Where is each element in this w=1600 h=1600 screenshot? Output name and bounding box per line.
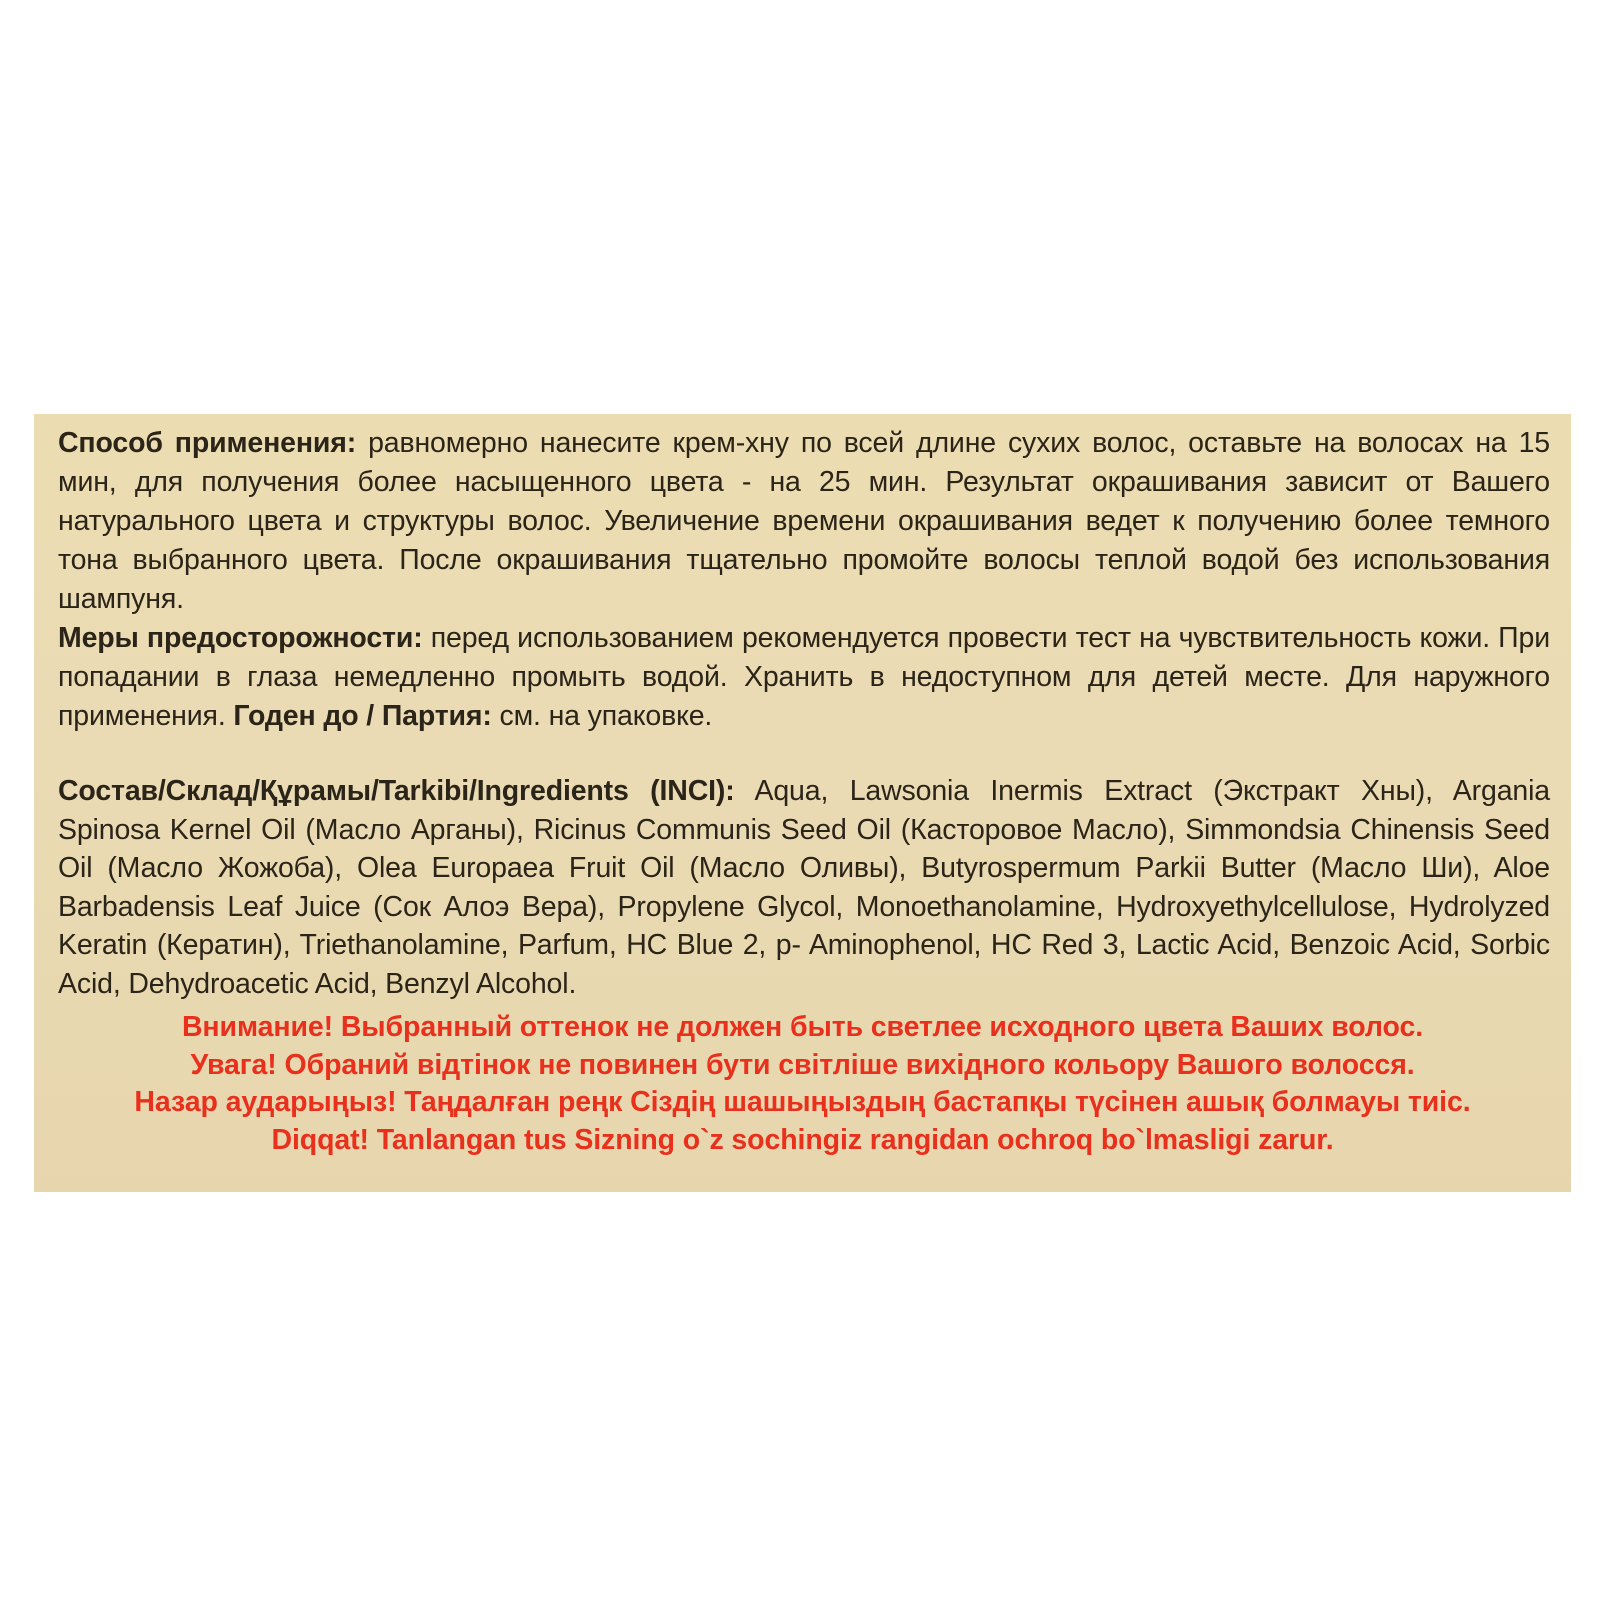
precautions-text: перед использованием рекомендуется провести тест на чувствительность кожи. При попадании в глаза немедленно промыть водой. Хранить в недоступном для детей месте. Для наружного применения. — [58, 622, 1550, 732]
method-label: Способ применения: — [58, 427, 357, 459]
warning-block — [34, 1009, 1571, 1159]
expiry-text: см. на упаковке. — [491, 700, 713, 732]
warning-kazakh: Назар аударыңыз! Таңдалған реңк Сіздің шашыңыздың бастапқы түсінен ашық болмауы тиіс. — [134, 1086, 1471, 1118]
expiry-label: Годен до / Партия: — [233, 700, 492, 732]
precautions-label: Меры предосторожности: — [58, 622, 423, 654]
ingredients-text: Aqua, Lawsonia Inermis Extract (Экстракт Хны), Argania Spinosa Kernel Oil (Масло Арганы), Ricinus Communis Seed Oil (Касторовое Масло), Simmondsia Chinensis Seed Oil (Масло Жожоба), Olea Europaea Fruit Oil (Масло Оливы), Butyrospermum Parkii Butter (Масло Ши), Aloe Barbadensis Leaf Juice (Сок Алоэ Вера), Propylene Glycol, Monoethanolamine, Hydroxyethylcellulose, Hydrolyzed Keratin (Кератин), Triethanolamine, Parfum, HC Blue 2, p- Aminophenol, HC Red 3, Lactic Acid, Benzoic Acid, Sorbic Acid, Dehydroacetic Acid, Benzyl Alcohol. — [58, 775, 1550, 1000]
ingredients-list — [58, 772, 1550, 1003]
ingredients-label: Состав/Склад/Құрамы/Tarkibi/Ingredients (INCI): — [58, 775, 735, 807]
warning-uzbek: Diqqat! Tanlangan tus Sizning o`z sochingiz rangidan ochroq bo`lmasligi zarur. — [271, 1123, 1334, 1156]
product-label-panel — [34, 414, 1571, 1192]
usage-instructions — [58, 424, 1550, 736]
warning-ukrainian: Увага! Обраний відтінок не повинен бути світліше вихідного кольору Вашого волосся. — [190, 1048, 1415, 1081]
method-text: равномерно нанесите крем-хну по всей длине сухих волос, оставьте на волосах на 15 мин, для получения более насыщенного цвета - на 25 мин. Результат окрашивания зависит от Вашего натурального цвета и структуры волос. Увеличение времени окрашивания ведет к получению более темного тона выбранного цвета. После окрашивания тщательно промойте волосы теплой водой без использования шампуня. — [58, 427, 1550, 615]
warning-russian: Внимание! Выбранный оттенок не должен быть светлее исходного цвета Ваших волос. — [181, 1011, 1424, 1043]
